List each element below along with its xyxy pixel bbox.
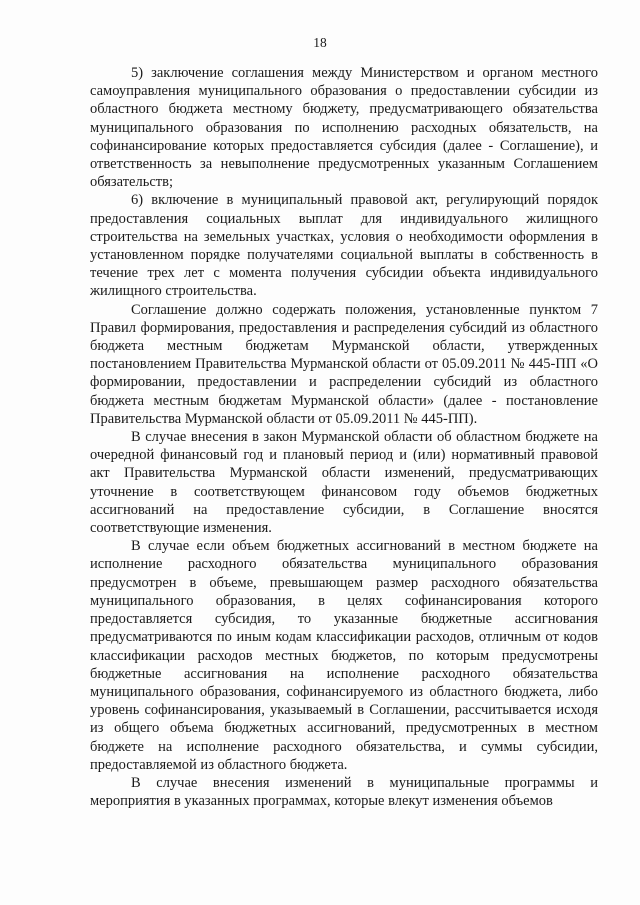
paragraph-budget-law-changes: В случае внесения в закон Мурманской области об областном бюджете на очередной финансовый год и плановый период и (или) нормативный правовой акт Правительства Мурманской области изменений, предусматривающих уточнение в соответствующем финансовом году объемов бюджетных ассигнований на предоставление субсидии, в Соглашение вносятся соответствующие изменения. [90,429,598,537]
paragraph-program-changes: В случае внесения изменений в муниципальные программы и мероприятия в указанных программах, которые влекут изменения объемов [90,774,598,810]
paragraph-budget-allocations-excess: В случае если объем бюджетных ассигнований в местном бюджете на исполнение расходного обязательства муниципального образования предусмотрен в объеме, превышающем размер расходного обязательства муниципального образования, в целях софинансирования которого предоставляется субсидия, то указанные бюджетные ассигнования предусматриваются по иным кодам классификации расходов, отличным от кодов классификации расходов местных бюджетов, по которым предусмотрены бюджетные ассигнования на исполнение расходного обязательства муниципального образования, софинансируемого из областного бюджета, либо уровень софинансирования, указываемый в Соглашении, рассчитывается исходя из общего объема бюджетных ассигнований, предусмотренных в местном бюджете на исполнение расходного обязательства, и суммы субсидии, предоставляемой из областного бюджета. [90,538,598,773]
paragraph-agreement-provisions: Соглашение должно содержать положения, установленные пунктом 7 Правил формирования, предоставления и распределения субсидий из областного бюджета местным бюджетам Мурманской области, утвержденных постановлением Правительства Мурманской области от 05.09.2011 № 445-ПП «О формировании, предоставлении и распределении субсидий из областного бюджета местным бюджетам Мурманской области» (далее - постановление Правительства Мурманской области от 05.09.2011 № 445-ПП). [90,301,598,427]
page-number: 18 [313,35,327,50]
document-body [90,64,598,810]
paragraph-item-5-agreement: 5) заключение соглашения между Министерством и органом местного самоуправления муниципального образования о предоставлении субсидии из областного бюджета местному бюджету, предусматривающего обязательства муниципального образования по исполнению расходных обязательств, на софинансирование которых предоставляется субсидия (далее - Соглашение), и ответственность за невыполнение предусмотренных указанным Соглашением обязательств; [90,65,598,191]
paragraph-item-6-municipal-act: 6) включение в муниципальный правовой акт, регулирующий порядок предоставления социальных выплат для индивидуального жилищного строительства на земельных участках, условия о необходимости оформления в установленном порядке получателями социальной выплаты в собственность в течение трех лет с момента получения субсидии объекта индивидуального жилищного строительства. [90,192,598,300]
